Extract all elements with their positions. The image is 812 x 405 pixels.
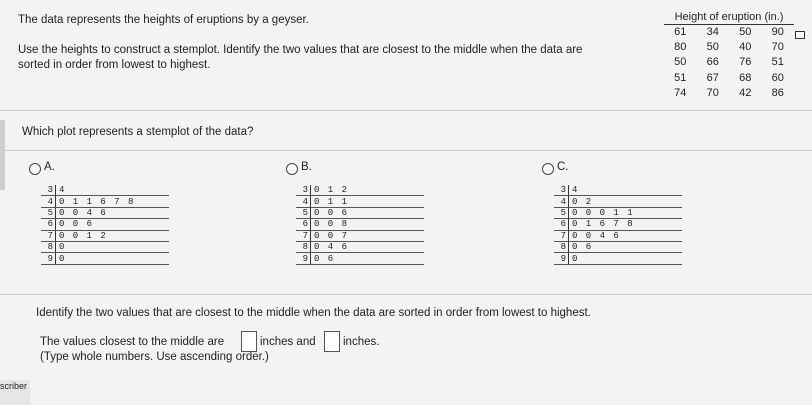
- answer-hint: (Type whole numbers. Use ascending order.): [40, 351, 269, 363]
- table-cell: 70: [771, 41, 784, 54]
- leaf-cell: 4: [569, 185, 683, 196]
- table-cell: 66: [706, 56, 719, 69]
- stemplot-row: [554, 230, 682, 241]
- stem-cell: 3: [296, 185, 311, 196]
- section-divider: [0, 110, 812, 111]
- table-row: [664, 55, 794, 70]
- leaf-cell: 0 1 1 6 7 8: [56, 196, 170, 207]
- question-1: Which plot represents a stemplot of the data?: [22, 126, 254, 138]
- answer-prefix: The values closest to the middle are: [40, 336, 225, 348]
- sidebar-tab-label: scriber: [0, 381, 28, 391]
- stem-cell: 4: [554, 196, 569, 207]
- table-cell: 70: [706, 86, 719, 99]
- stemplot-row: [41, 230, 169, 241]
- option-radio-b[interactable]: [286, 163, 298, 175]
- table-cell: 51: [771, 56, 784, 69]
- stemplot-row: [554, 253, 682, 264]
- stem-cell: 7: [41, 230, 56, 241]
- stem-cell: 9: [41, 253, 56, 264]
- table-row: [664, 40, 794, 55]
- stemplot-row: [41, 185, 169, 196]
- answer-suffix: inches.: [343, 336, 380, 348]
- stemplot-row: [41, 196, 169, 207]
- stem-cell: 5: [296, 207, 311, 218]
- leaf-cell: 0 0 1 2: [56, 230, 170, 241]
- table-row: [664, 71, 794, 86]
- answer-input-2[interactable]: [324, 331, 340, 352]
- left-edge-handle: [0, 120, 5, 190]
- stem-cell: 6: [554, 219, 569, 230]
- table-row: [664, 86, 794, 101]
- stem-cell: 9: [296, 253, 311, 264]
- leaf-cell: 0 0 0 1 1: [569, 207, 683, 218]
- stem-cell: 5: [554, 207, 569, 218]
- table-cell: 61: [674, 26, 687, 38]
- stem-cell: 6: [41, 219, 56, 230]
- section-divider: [0, 294, 812, 295]
- stemplot-row: [554, 219, 682, 230]
- leaf-cell: 0 6: [311, 253, 425, 264]
- stemplot-row: [41, 207, 169, 218]
- stem-cell: 5: [41, 207, 56, 218]
- table-cell: 68: [739, 71, 752, 84]
- option-label-b[interactable]: B.: [301, 161, 312, 173]
- stemplot-row: [296, 219, 424, 230]
- stem-cell: 4: [41, 196, 56, 207]
- table-row: [664, 25, 794, 40]
- sidebar-tab[interactable]: [0, 380, 30, 405]
- instruction-line-1: Use the heights to construct a stemplot. Identify the two values that are closest to the middle when the data are: [18, 44, 583, 56]
- leaf-cell: 0: [569, 253, 683, 264]
- table-cell: 60: [771, 71, 784, 84]
- table-cell: 50: [674, 56, 687, 69]
- stemplot-b: [296, 185, 424, 265]
- option-radio-a[interactable]: [29, 163, 41, 175]
- stem-cell: 4: [296, 196, 311, 207]
- table-cell: 86: [771, 86, 784, 99]
- stemplot-row: [296, 207, 424, 218]
- stem-cell: 9: [554, 253, 569, 264]
- stemplot-row: [296, 185, 424, 196]
- leaf-cell: 0 0 4 6: [56, 207, 170, 218]
- answer-middle: inches and: [260, 336, 316, 348]
- option-label-a[interactable]: A.: [44, 161, 55, 173]
- instruction-line-2: sorted in order from lowest to highest.: [18, 59, 211, 71]
- stemplot-row: [554, 207, 682, 218]
- option-label-c[interactable]: C.: [557, 161, 569, 173]
- table-cell: 74: [674, 86, 687, 99]
- table-cell: 80: [674, 41, 687, 54]
- stemplot-row: [554, 185, 682, 196]
- leaf-cell: 0 4 6: [311, 241, 425, 252]
- stem-cell: 7: [296, 230, 311, 241]
- leaf-cell: 0 1 6 7 8: [569, 219, 683, 230]
- question-2: Identify the two values that are closest to the middle when the data are sorted in order from lowest to highest.: [36, 307, 591, 319]
- stemplot-row: [296, 230, 424, 241]
- stemplot-a: [41, 185, 169, 265]
- leaf-cell: 0 0 6: [56, 219, 170, 230]
- leaf-cell: 0: [56, 241, 170, 252]
- stemplot-row: [554, 241, 682, 252]
- option-radio-c[interactable]: [542, 163, 554, 175]
- table-header: Height of eruption (in.): [664, 11, 794, 25]
- stem-cell: 6: [296, 219, 311, 230]
- stemplot-row: [41, 219, 169, 230]
- stem-cell: 8: [296, 241, 311, 252]
- stem-cell: 3: [554, 185, 569, 196]
- stemplot-row: [41, 253, 169, 264]
- stemplot-c: [554, 185, 682, 265]
- eruption-data-table: [664, 11, 794, 101]
- stemplot-row: [296, 196, 424, 207]
- stemplot-row: [296, 241, 424, 252]
- table-cell: 34: [706, 26, 719, 38]
- stem-cell: 7: [554, 230, 569, 241]
- leaf-cell: 0 0 7: [311, 230, 425, 241]
- table-cell: 67: [706, 71, 719, 84]
- leaf-cell: 4: [56, 185, 170, 196]
- leaf-cell: 0 1 1: [311, 196, 425, 207]
- stemplot-row: [554, 196, 682, 207]
- leaf-cell: 0 1 2: [311, 185, 425, 196]
- table-cell: 76: [739, 56, 752, 69]
- leaf-cell: 0 0 6: [311, 207, 425, 218]
- table-cell: 51: [674, 71, 687, 84]
- stem-cell: 3: [41, 185, 56, 196]
- table-cell: 40: [739, 41, 752, 54]
- copy-data-icon[interactable]: [795, 31, 805, 39]
- table-cell: 90: [771, 26, 784, 38]
- stem-cell: 8: [41, 241, 56, 252]
- leaf-cell: 0 0 8: [311, 219, 425, 230]
- leaf-cell: 0 2: [569, 196, 683, 207]
- leaf-cell: 0 6: [569, 241, 683, 252]
- section-divider: [0, 150, 812, 151]
- leaf-cell: 0: [56, 253, 170, 264]
- leaf-cell: 0 0 4 6: [569, 230, 683, 241]
- stemplot-row: [41, 241, 169, 252]
- stem-cell: 8: [554, 241, 569, 252]
- answer-input-1[interactable]: [241, 331, 257, 352]
- table-cell: 50: [739, 26, 752, 38]
- stemplot-row: [296, 253, 424, 264]
- intro-text: The data represents the heights of eruptions by a geyser.: [18, 14, 309, 26]
- table-cell: 50: [706, 41, 719, 54]
- table-cell: 42: [739, 86, 752, 99]
